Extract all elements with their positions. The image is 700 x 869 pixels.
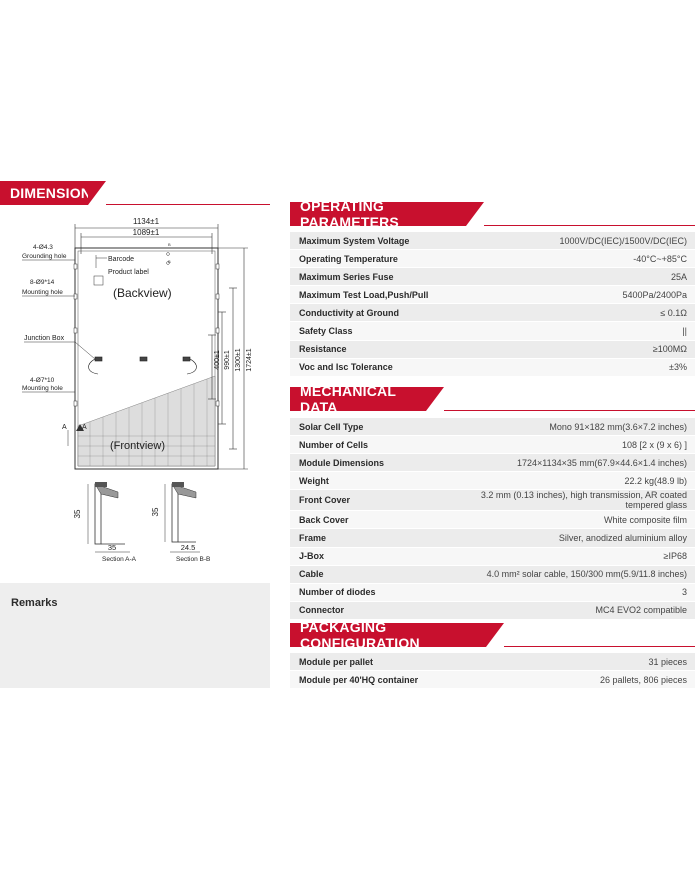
table-row (290, 511, 695, 529)
mechanical-title: MECHANICAL DATA (290, 387, 426, 411)
row-label: Voc and Isc Tolerance (290, 358, 467, 376)
table-row (290, 454, 695, 472)
mounting-hole-spec-1: 8-Ø9*14 (30, 279, 55, 286)
row-value: 26 pallets, 806 pieces (467, 671, 695, 689)
dim-1300-label: 1300±1 (235, 348, 242, 372)
row-label: Back Cover (290, 511, 467, 529)
section-a-a (88, 482, 130, 552)
row-label: Number of diodes (290, 583, 467, 601)
table-row (290, 601, 695, 619)
row-value: 3.2 mm (0.13 inches), high transmission, AR coated tempered glass (467, 490, 695, 511)
hole-tag-1: B (168, 242, 171, 247)
packaging-rule (504, 646, 695, 647)
packaging-rows (290, 653, 695, 689)
section-b-width: 24.5 (180, 543, 196, 552)
junction-box-label: Junction Box (24, 335, 65, 342)
table-row (290, 472, 695, 490)
row-value: 3 (467, 583, 695, 601)
row-value: MC4 EVO2 compatible (467, 601, 695, 619)
row-label: Cable (290, 565, 467, 583)
table-row (290, 436, 695, 454)
banner-arrow-icon (466, 202, 484, 226)
frontview-label: (Frontview) (110, 440, 166, 452)
row-value: ≥100MΩ (467, 340, 695, 358)
table-row (290, 565, 695, 583)
row-label: Frame (290, 529, 467, 547)
table-row (290, 322, 695, 340)
row-label: Connector (290, 601, 467, 619)
dimension-rule (106, 204, 270, 205)
mechanical-rule (444, 410, 695, 411)
row-label: Maximum Series Fuse (290, 268, 467, 286)
row-label: Solar Cell Type (290, 418, 467, 436)
row-label: Conductivity at Ground (290, 304, 467, 322)
mechanical-header (290, 383, 444, 415)
grounding-hole-mark (167, 253, 170, 256)
product-label-box (94, 276, 103, 285)
table-row (290, 358, 695, 376)
row-value: || (467, 322, 695, 340)
row-label: Module Dimensions (290, 454, 467, 472)
row-value: 108 [2 x (9 x 6) ] (467, 436, 695, 454)
row-value: 25A (467, 268, 695, 286)
row-label: Safety Class (290, 322, 467, 340)
row-label: Number of Cells (290, 436, 467, 454)
row-label: Maximum System Voltage (290, 232, 467, 250)
row-value: 1724×1134×35 mm(67.9×44.6×1.4 inches) (467, 454, 695, 472)
table-row (290, 653, 695, 671)
row-value: 4.0 mm² solar cable, 150/300 mm(5.9/11.8 inches) (467, 565, 695, 583)
table-row (290, 583, 695, 601)
table-row (290, 671, 695, 689)
operating-rows (290, 232, 695, 376)
row-value: ≤ 0.1Ω (467, 304, 695, 322)
cell-grid (78, 376, 215, 466)
row-value: ≥IP68 (467, 547, 695, 565)
section-b-b (165, 482, 200, 552)
packaging-header (290, 619, 504, 651)
table-row (290, 340, 695, 358)
table-row (290, 547, 695, 565)
dimension-header (0, 181, 106, 205)
section-a-caption: Section A-A (102, 556, 136, 563)
hole-tag-2: B (168, 259, 171, 264)
row-value: 22.2 kg(48.9 lb) (467, 472, 695, 490)
dim-990-label: 990±1 (224, 350, 231, 370)
row-value: Mono 91×182 mm(3.6×7.2 inches) (467, 418, 695, 436)
row-value: -40°C~+85°C (467, 250, 695, 268)
table-row (290, 250, 695, 268)
dim-400-label: 400±1 (214, 350, 221, 370)
packaging-title: PACKAGING CONFIGURATION (290, 623, 486, 647)
table-row (290, 304, 695, 322)
section-marker-a-1: A (62, 424, 67, 431)
remarks-title: Remarks (11, 597, 58, 609)
mounting-hole-label-2: Mounting hole (22, 385, 63, 392)
row-value: 1000V/DC(IEC)/1500V/DC(IEC) (467, 232, 695, 250)
section-a-height: 35 (73, 509, 82, 519)
packaging-table (290, 653, 695, 689)
dim-1724-label: 1724±1 (246, 348, 253, 372)
row-label: Operating Temperature (290, 250, 467, 268)
table-row (290, 268, 695, 286)
row-value: 5400Pa/2400Pa (467, 286, 695, 304)
width-outer-label: 1134±1 (132, 217, 160, 226)
table-row (290, 232, 695, 250)
section-b-caption: Section B-B (176, 556, 211, 563)
grounding-hole-spec: 4-Ø4.3 (33, 244, 53, 251)
operating-rule (484, 225, 695, 226)
row-value: White composite film (467, 511, 695, 529)
backview-label: (Backview) (113, 286, 172, 300)
row-label: Module per pallet (290, 653, 467, 671)
table-row (290, 490, 695, 511)
product-label-text: Product label (108, 269, 149, 276)
barcode-label: Barcode (108, 256, 135, 263)
section-marker-a-2: A (82, 424, 87, 431)
table-row (290, 418, 695, 436)
table-row (290, 529, 695, 547)
junction-boxes (89, 357, 197, 374)
dimension-title: DIMENSION (0, 181, 88, 205)
row-value: Silver, anodized aluminium alloy (467, 529, 695, 547)
row-value: 31 pieces (467, 653, 695, 671)
section-a-width: 35 (107, 543, 117, 552)
dimension-drawing (0, 206, 272, 578)
mechanical-rows (290, 418, 695, 619)
width-inner-label: 1089±1 (132, 228, 160, 237)
table-row (290, 286, 695, 304)
operating-header (290, 198, 484, 230)
row-label: Weight (290, 472, 467, 490)
row-label: Front Cover (290, 490, 467, 511)
row-label: Resistance (290, 340, 467, 358)
banner-arrow-icon (426, 387, 444, 411)
banner-arrow-icon (88, 181, 106, 205)
grounding-hole-label: Grounding hole (22, 253, 67, 260)
operating-table (290, 232, 695, 377)
row-label: Module per 40'HQ container (290, 671, 467, 689)
banner-arrow-icon (486, 623, 504, 647)
remarks-panel (0, 583, 270, 688)
section-b-height: 35 (151, 507, 160, 517)
row-label: Maximum Test Load,Push/Pull (290, 286, 467, 304)
mechanical-table (290, 418, 695, 620)
row-value: ±3% (467, 358, 695, 376)
row-label: J-Box (290, 547, 467, 565)
mounting-hole-label-1: Mounting hole (22, 289, 63, 296)
operating-title: OPERATING PARAMETERS (290, 202, 466, 226)
mounting-hole-spec-2: 4-Ø7*10 (30, 377, 55, 384)
